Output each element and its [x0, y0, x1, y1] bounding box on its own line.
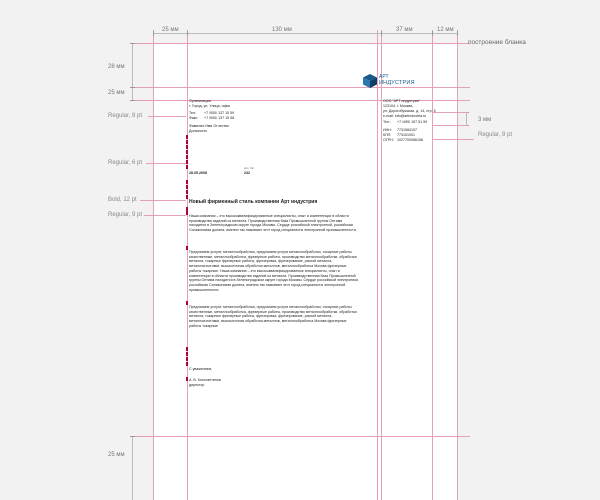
- dimension-tick: [130, 87, 135, 88]
- line-marker: [186, 150, 188, 154]
- letter-paragraph-3: Предлагаем услуги: металлообработка, предлагаем услуги металлообработки, токарные работы качественные, металлообработка, фрезерные работы, производство металлообработки, обработка металла, токарные фрезерные работы, фрезеровка, фрезерование, расхой металла, металлоизготовки, высокоточная обработка металлов, металлообработка Москва фрезерные работы токарные: [189, 305, 357, 328]
- leader-line: [432, 125, 468, 126]
- sender-address-1: 123104, г. Москва,: [383, 104, 414, 108]
- line-marker: [186, 190, 188, 194]
- guide-line: [130, 436, 470, 437]
- line-marker: [186, 185, 188, 189]
- line-marker: [186, 362, 188, 366]
- leader-line: [148, 116, 186, 117]
- letter-paragraph-1: Наша компания – это высококвалифицированные специалисты, опыт и компетенции в области производства изделий из металла. Производственная база Промышленной группы Оптима находится в Зеленоградском округе города Москвы. Сердце российской электронной, российская Силиконовая долина, именно так называют этот город специалисты электронной промышленности.: [189, 214, 357, 233]
- line-marker: [186, 165, 188, 169]
- dimension-left-margin: 25 мм: [162, 27, 179, 33]
- line-marker: [186, 180, 188, 184]
- dimension-tick: [130, 43, 135, 44]
- sender-tel-label: Тел.:: [383, 120, 391, 124]
- guide-line: [130, 87, 470, 88]
- line-marker: [186, 160, 188, 164]
- logo-line-2: ИНДУСТРИЯ: [379, 80, 415, 86]
- spec-regular-6: Regular, 6 pt: [108, 160, 143, 166]
- dimension-line: [132, 43, 133, 100]
- spec-regular-8-right: Regular, 8 pt: [478, 132, 513, 138]
- dimension-tick: [153, 31, 154, 36]
- dimension-tick: [130, 436, 135, 437]
- dimension-tick: [457, 31, 458, 36]
- leader-line: [432, 112, 468, 113]
- dimension-tick: [130, 100, 135, 101]
- line-marker: [186, 352, 188, 356]
- sender-ogrn-label: ОГРН:: [383, 138, 394, 142]
- line-marker: [186, 195, 188, 199]
- guide-line: [130, 43, 470, 44]
- sender-inn-label: ИНН:: [383, 128, 392, 132]
- logo-line-1: АРТ: [379, 74, 389, 80]
- spec-bold-12: Bold, 12 pt: [108, 197, 137, 203]
- line-marker: [186, 155, 188, 159]
- ref-number-label: исх. №: [244, 166, 254, 170]
- line-marker: [186, 377, 188, 381]
- recipient-tel-label: Тел:: [189, 111, 196, 115]
- line-marker: [186, 135, 188, 139]
- recipient-org: Организация: [189, 99, 211, 103]
- line-marker: [186, 357, 188, 361]
- letter-closing: С уважением,: [189, 367, 213, 371]
- leader-line: [144, 215, 186, 216]
- dimension-tick: [432, 31, 433, 36]
- construction-title: построение бланка: [468, 39, 526, 46]
- sender-company: ООО "АРТ индустрия": [383, 99, 421, 103]
- recipient-address: г. Город, ул. Улица, офис: [189, 104, 231, 108]
- line-marker: [186, 140, 188, 144]
- letter-signer: А. В. Константинов: [189, 378, 221, 382]
- sender-email: e-mail: info@artindustria.ru: [383, 114, 427, 118]
- recipient-position: Должность: [189, 129, 208, 133]
- line-marker: [186, 246, 188, 250]
- recipient-fax-label: Факс:: [189, 116, 199, 120]
- ref-number: 232: [244, 171, 250, 175]
- letter-paragraph-2: Предлагаем услуги: металлообработка, предлагаем услуги металлообработки, токарные работы качественные, металлообработка, фрезерные работы, производство металлообработки, обработка металла, токарные фрезерные работы, фрезеровка, фрезерование, расхой металла, металлоизготовки, высокоточная обработка металлов, металлообработка Москва фрезерные работы токарные. Наша компания – это высококвалифицированные специалисты, опыт и компетенции в области производства изделий из металла. Производственная база Промышленной группы Оптима находится в Зеленоградском округе города Москвы. Сердце российской электроники, российская Силиконовая долина, именно так называют этот город специалисты электронной промышленности.: [189, 250, 359, 292]
- spec-regular-9: Regular, 9 pt: [108, 212, 143, 218]
- spec-regular-8-left: Regular, 8 pt: [108, 113, 143, 119]
- line-marker: [186, 347, 188, 351]
- dimension-body-width: 130 мм: [272, 27, 292, 33]
- dimension-top-28: 28 мм: [108, 64, 125, 70]
- company-logo: [363, 74, 377, 93]
- line-marker: [186, 301, 188, 305]
- leader-line: [432, 139, 474, 140]
- letter-signer-title: директор: [189, 383, 205, 387]
- recipient-tel: +7 /000/ 137 15 59: [204, 111, 235, 115]
- line-marker: [186, 211, 188, 215]
- letter-title: Новый фирменный стиль компании Арт индустрия: [189, 199, 318, 205]
- dimension-tick: [381, 31, 382, 36]
- sender-tel: +7 /495/ 157 51 59: [397, 120, 428, 124]
- sender-address-2: ул. Дорогобужская, д. 14, стр. 5: [383, 109, 436, 113]
- sender-ogrn: 1027700056158: [397, 138, 423, 142]
- recipient-name: Фамилия Имя Отчество: [189, 124, 229, 128]
- leader-line: [146, 163, 186, 164]
- sender-kpp: 773101001: [397, 133, 415, 137]
- dimension-right-column: 37 мм: [396, 27, 413, 33]
- line-marker: [186, 145, 188, 149]
- dimension-tick: [187, 31, 188, 36]
- recipient-fax: +7 /000/ 137 15 58: [204, 116, 235, 120]
- dimension-right-3: 3 мм: [478, 117, 492, 123]
- logo-cube-icon: [363, 74, 377, 88]
- sender-inn: 7731584157: [397, 128, 417, 132]
- dimension-line: [153, 33, 457, 34]
- leader-line: [140, 200, 186, 201]
- dimension-line: [132, 436, 133, 500]
- dimension-right-margin: 12 мм: [437, 27, 454, 33]
- ref-date: 28.05.2008: [189, 171, 207, 175]
- dimension-top-25: 25 мм: [108, 90, 125, 96]
- dimension-bottom-25: 25 мм: [108, 452, 125, 458]
- sender-kpp-label: КПП:: [383, 133, 392, 137]
- dimension-line: [466, 112, 467, 126]
